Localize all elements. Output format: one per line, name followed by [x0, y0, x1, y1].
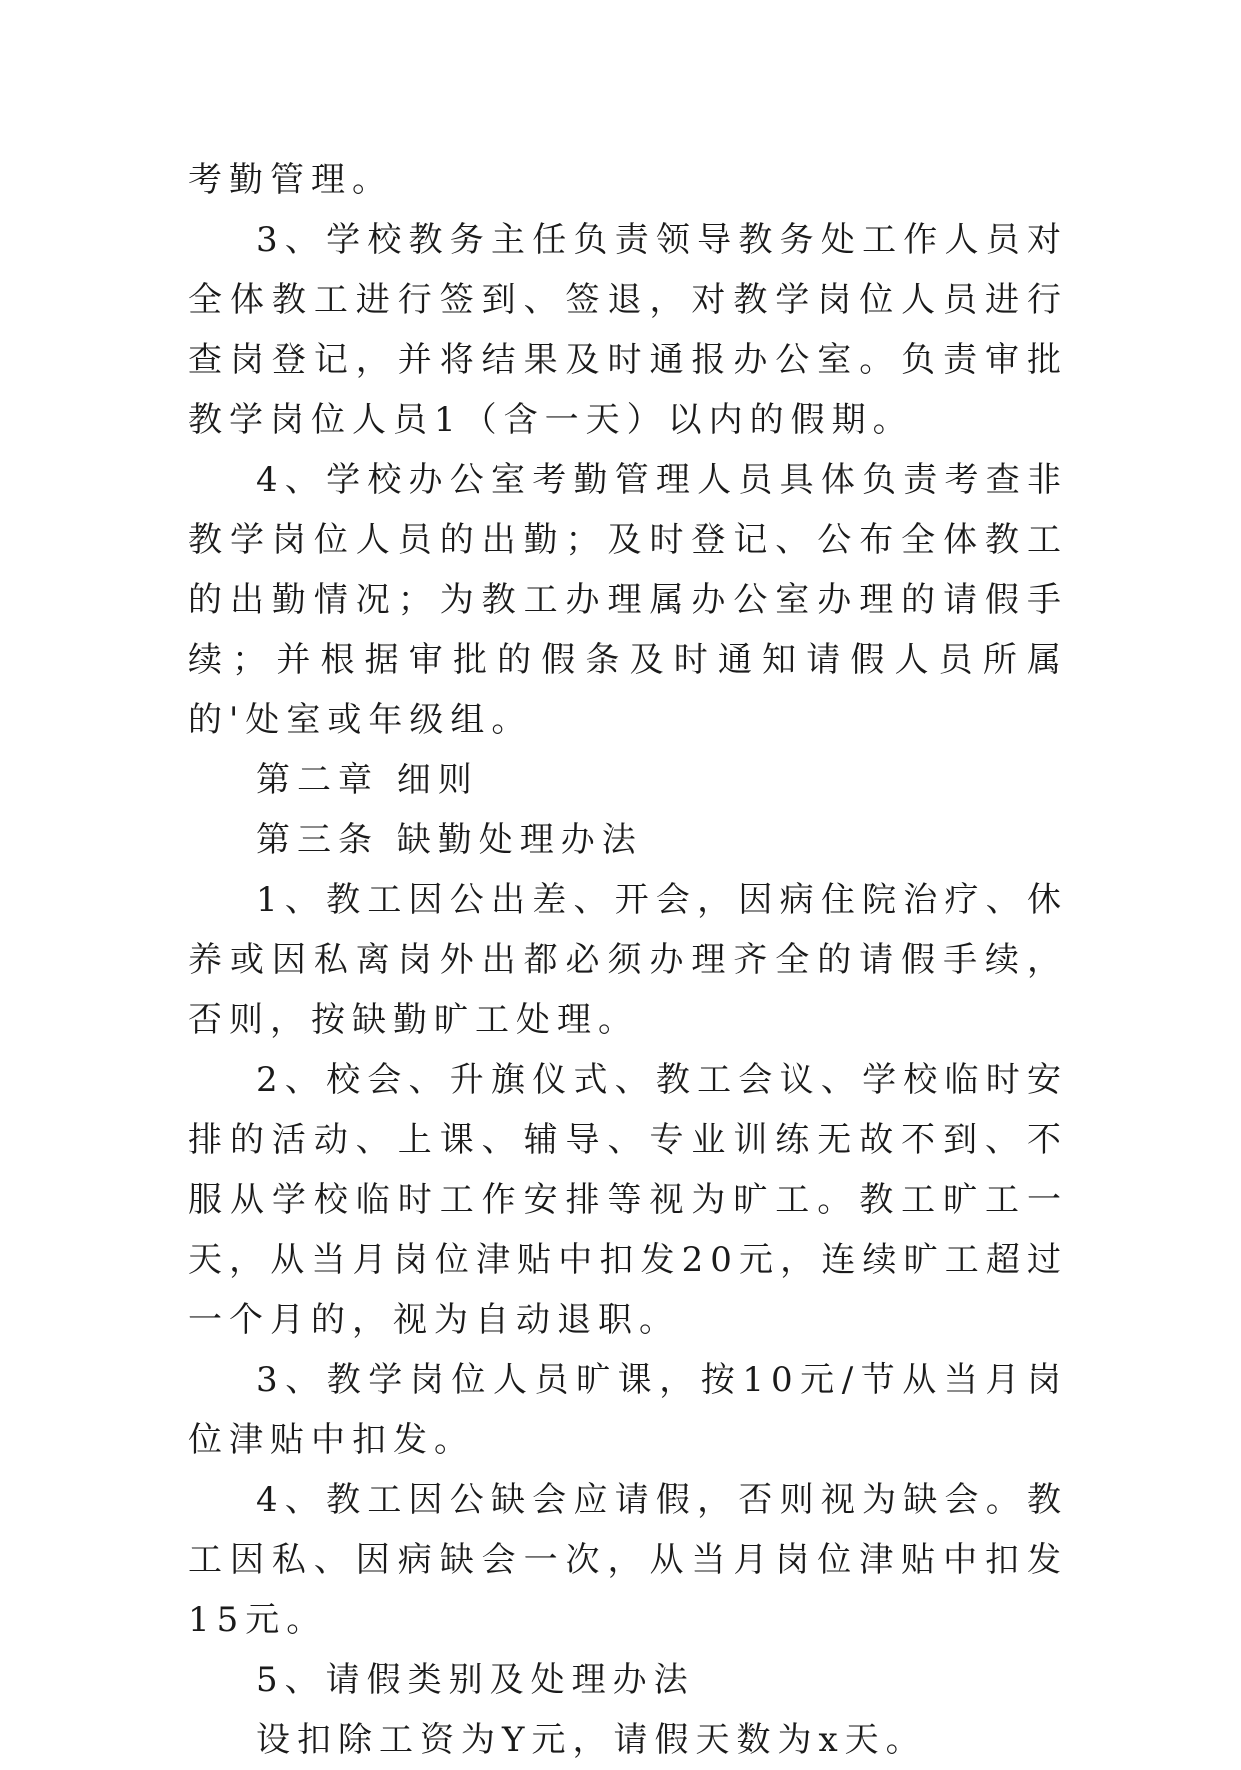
paragraph-rule-2-absenteeism: 2、校会、升旗仪式、教工会议、学校临时安排的活动、上课、辅导、专业训练无故不到、不服从学校临时工作安排等视为旷工。教工旷工一天，从当月岗位津贴中扣发20元，连续旷工超过一个月的，视为自动退职。: [188, 1060, 1068, 1340]
paragraph-attendance-management-tail: 考勤管理。: [188, 160, 393, 200]
document-body: [188, 150, 1068, 1770]
chapter-heading: 第二章 细则: [256, 760, 479, 800]
article-heading: 第三条 缺勤处理办法: [256, 820, 643, 860]
paragraph-rule-1-leave-procedure: 1、教工因公出差、开会，因病住院治疗、休养或因私离岗外出都必须办理齐全的请假手续，否则，按缺勤旷工处理。: [188, 880, 1068, 1040]
paragraph-rule-5-leave-categories: 5、请假类别及处理办法: [256, 1660, 695, 1700]
paragraph-rule-3-class-absence: 3、教学岗位人员旷课，按10元/节从当月岗位津贴中扣发。: [188, 1360, 1068, 1460]
paragraph-rule-4-meeting-absence: 4、教工因公缺会应请假，否则视为缺会。教工因私、因病缺会一次，从当月岗位津贴中扣发15元。: [188, 1480, 1068, 1640]
paragraph-deduction-formula-intro: 设扣除工资为Y元，请假天数为x天。: [256, 1720, 927, 1760]
paragraph-item-4-office-staff: 4、学校办公室考勤管理人员具体负责考查非教学岗位人员的出勤；及时登记、公布全体教工的出勤情况；为教工办理属办公室办理的请假手续；并根据审批的假条及时通知请假人员所属的'处室或年级组。: [188, 460, 1068, 740]
paragraph-item-3-academic-director: 3、学校教务主任负责领导教务处工作人员对全体教工进行签到、签退，对教学岗位人员进行查岗登记，并将结果及时通报办公室。负责审批教学岗位人员1（含一天）以内的假期。: [188, 220, 1068, 440]
